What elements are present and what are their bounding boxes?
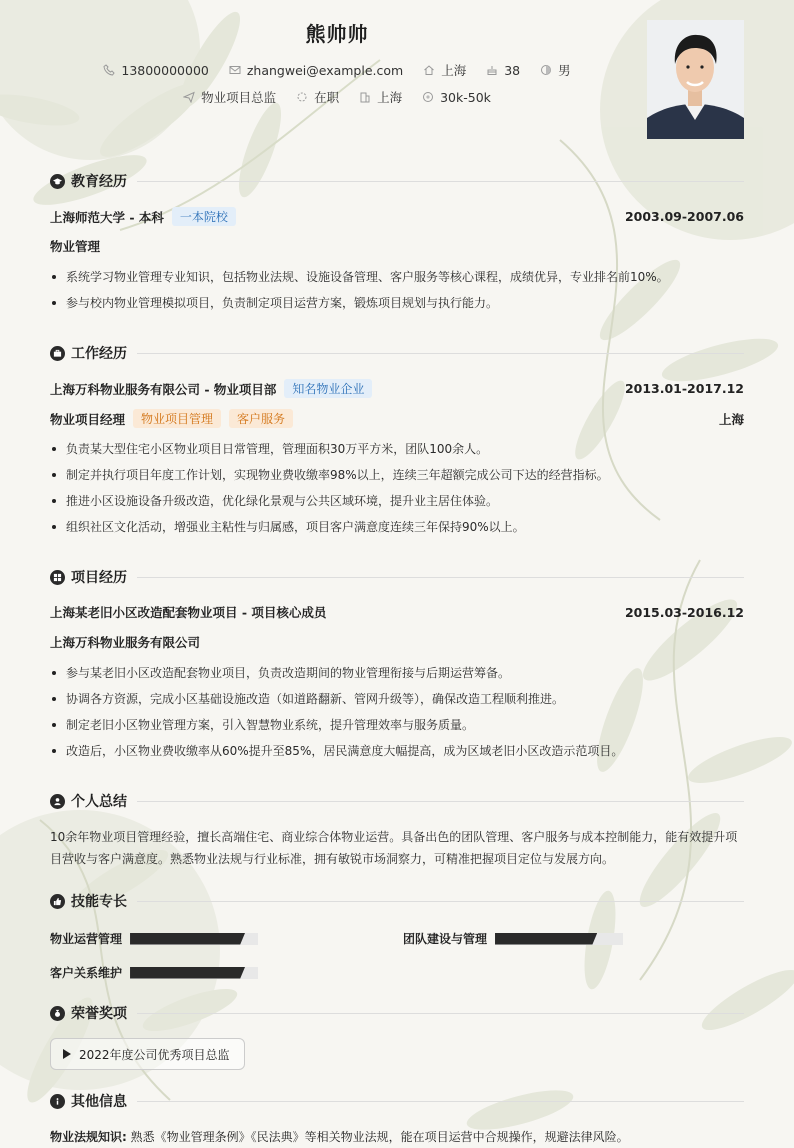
home-icon — [423, 64, 435, 76]
project-name: 上海某老旧小区改造配套物业项目 - 项目核心成员 — [50, 605, 327, 620]
other-section-title — [50, 1091, 744, 1111]
project-org: 上海万科物业服务有限公司 — [50, 635, 201, 650]
send-icon — [183, 91, 195, 103]
section-divider — [137, 1101, 744, 1102]
project-section-title — [50, 567, 744, 587]
job-target-item — [183, 88, 276, 106]
work-section-title — [50, 343, 744, 363]
triangle-right-icon — [63, 1049, 71, 1059]
medal-icon — [50, 1006, 65, 1021]
list-item: 改造后，小区物业费收缴率从60%提升至85%，居民满意度大幅提高，成为区域老旧小区改造示范项目。 — [50, 738, 744, 764]
skill-level — [495, 933, 597, 945]
briefcase-icon — [50, 346, 65, 361]
list-item: 制定并执行项目年度工作计划，实现物业费收缴率98%以上，连续三年超额完成公司下达的经营指标。 — [50, 462, 744, 488]
section-divider — [137, 181, 744, 182]
skill-bar — [130, 933, 258, 945]
other-title: 其他信息 — [71, 1094, 127, 1110]
other-info-row — [50, 1128, 744, 1145]
summary-section-title — [50, 791, 744, 811]
location-item — [423, 61, 466, 79]
company-tag: 知名物业企业 — [284, 379, 372, 398]
phone-icon — [103, 64, 115, 76]
profile-photo — [647, 20, 744, 139]
target-city-item — [359, 88, 402, 106]
other-label: 物业法规知识: — [50, 1130, 127, 1144]
section-divider — [137, 353, 744, 354]
coin-icon — [422, 91, 434, 103]
cake-icon — [486, 64, 498, 76]
list-item: 推进小区设施设备升级改造，优化绿化景观与公共区域环境，提升业主居住体验。 — [50, 488, 744, 514]
skill-bar — [495, 933, 623, 945]
summary-text: 10余年物业项目管理经验，擅长高端住宅、商业综合体物业运营。具备出色的团队管理、客户服务与成本控制能力，能有效提升项目营收与客户满意度。熟悉物业法规与行业标准，拥有敏锐市场洞察力，可精准把握项目定位与发展方向。 — [50, 830, 738, 866]
section-divider — [137, 801, 744, 802]
phone-item — [103, 63, 208, 78]
age-value: 38 — [504, 62, 521, 78]
award-item — [50, 1038, 245, 1070]
other-text: 熟悉《物业管理条例》《民法典》等相关物业法规，能在项目运营中合规操作，规避法律风险。 — [130, 1130, 629, 1144]
project-title: 项目经历 — [71, 570, 127, 586]
target-city-value: 上海 — [377, 90, 403, 105]
email-item — [229, 63, 403, 78]
building-icon — [359, 91, 371, 103]
section-divider — [137, 901, 744, 902]
gender-item — [540, 61, 571, 79]
phone-value: 13800000000 — [121, 62, 209, 78]
gender-icon — [540, 64, 552, 76]
thumbs-up-icon — [50, 894, 65, 909]
status-item — [296, 88, 339, 106]
skill-bar — [130, 967, 258, 979]
user-icon — [50, 794, 65, 809]
list-item: 组织社区文化活动，增强业主粘性与归属感，项目客户满意度连续三年保持90%以上。 — [50, 514, 744, 540]
education-major-row — [50, 237, 744, 255]
skill-level — [130, 967, 245, 979]
awards-section-title — [50, 1003, 744, 1023]
list-item: 参与校内物业管理模拟项目，负责制定项目运营方案，锻炼项目规划与执行能力。 — [50, 290, 744, 316]
education-bullets — [50, 264, 744, 316]
project-org-row — [50, 633, 744, 651]
school-tag: 一本院校 — [172, 207, 236, 226]
role-tag: 物业项目管理 — [133, 409, 221, 428]
mail-icon — [229, 64, 241, 76]
project-header-row — [50, 603, 744, 621]
project-bullets — [50, 660, 744, 764]
skills-section-title — [50, 891, 744, 911]
skill-name: 团队建设与管理 — [403, 932, 488, 946]
award-label: 2022年度公司优秀项目总监 — [79, 1047, 230, 1062]
major-name: 物业管理 — [50, 239, 101, 254]
skill-item — [403, 930, 623, 947]
awards-title: 荣誉奖项 — [71, 1006, 127, 1022]
status-icon — [296, 91, 308, 103]
skill-name: 物业运营管理 — [50, 932, 123, 946]
list-item: 参与某老旧小区改造配套物业项目，负责改造期间的物业管理衔接与后期运营筹备。 — [50, 660, 744, 686]
grid-icon — [50, 570, 65, 585]
work-period: 2013.01-2017.12 — [624, 381, 744, 396]
email-value: zhangwei@example.com — [246, 62, 404, 78]
company-name: 上海万科物业服务有限公司 - 物业项目部 — [50, 381, 277, 397]
summary-title: 个人总结 — [71, 794, 127, 810]
avatar — [647, 20, 744, 139]
job-intent-row — [0, 88, 674, 106]
list-item: 系统学习物业管理专业知识，包括物业法规、设施设备管理、客户服务等核心课程，成绩优异，专业排名前10%。 — [50, 264, 744, 290]
work-title: 工作经历 — [71, 346, 127, 362]
education-header-row — [50, 207, 744, 226]
work-city: 上海 — [718, 411, 744, 427]
list-item: 协调各方资源，完成小区基础设施改造（如道路翻新、管网升级等），确保改造工程顺利推进。 — [50, 686, 744, 712]
list-item: 制定老旧小区物业管理方案，引入智慧物业系统，提升管理效率与服务质量。 — [50, 712, 744, 738]
skill-name: 客户关系维护 — [50, 966, 123, 980]
contact-row — [0, 61, 674, 79]
age-item — [486, 63, 520, 78]
gender-value: 男 — [558, 63, 571, 78]
work-bullets — [50, 436, 744, 540]
work-header-row — [50, 379, 744, 398]
location-value: 上海 — [441, 63, 467, 78]
project-period: 2015.03-2016.12 — [624, 604, 744, 620]
candidate-name: 熊帅帅 — [305, 22, 369, 46]
resume-header — [0, 0, 794, 160]
skill-item — [50, 930, 258, 947]
section-divider — [137, 1013, 744, 1014]
salary-value: 30k-50k — [440, 89, 491, 105]
work-role-row — [50, 409, 744, 428]
skill-item — [50, 964, 258, 981]
job-target-value: 物业项目总监 — [201, 90, 277, 105]
graduation-cap-icon — [50, 174, 65, 189]
education-section-title — [50, 171, 744, 191]
section-divider — [137, 577, 744, 578]
school-name: 上海师范大学 - 本科 — [50, 209, 164, 225]
role-tag: 客户服务 — [229, 409, 293, 428]
list-item: 负责某大型住宅小区物业项目日常管理，管理面积30万平方米，团队100余人。 — [50, 436, 744, 462]
role-name: 物业项目经理 — [50, 411, 126, 427]
status-value: 在职 — [314, 90, 340, 105]
education-title: 教育经历 — [71, 174, 127, 190]
info-icon — [50, 1094, 65, 1109]
education-period: 2003.09-2007.06 — [624, 209, 744, 224]
skills-title: 技能专长 — [71, 894, 127, 910]
salary-item — [422, 90, 491, 105]
skill-level — [130, 933, 245, 945]
